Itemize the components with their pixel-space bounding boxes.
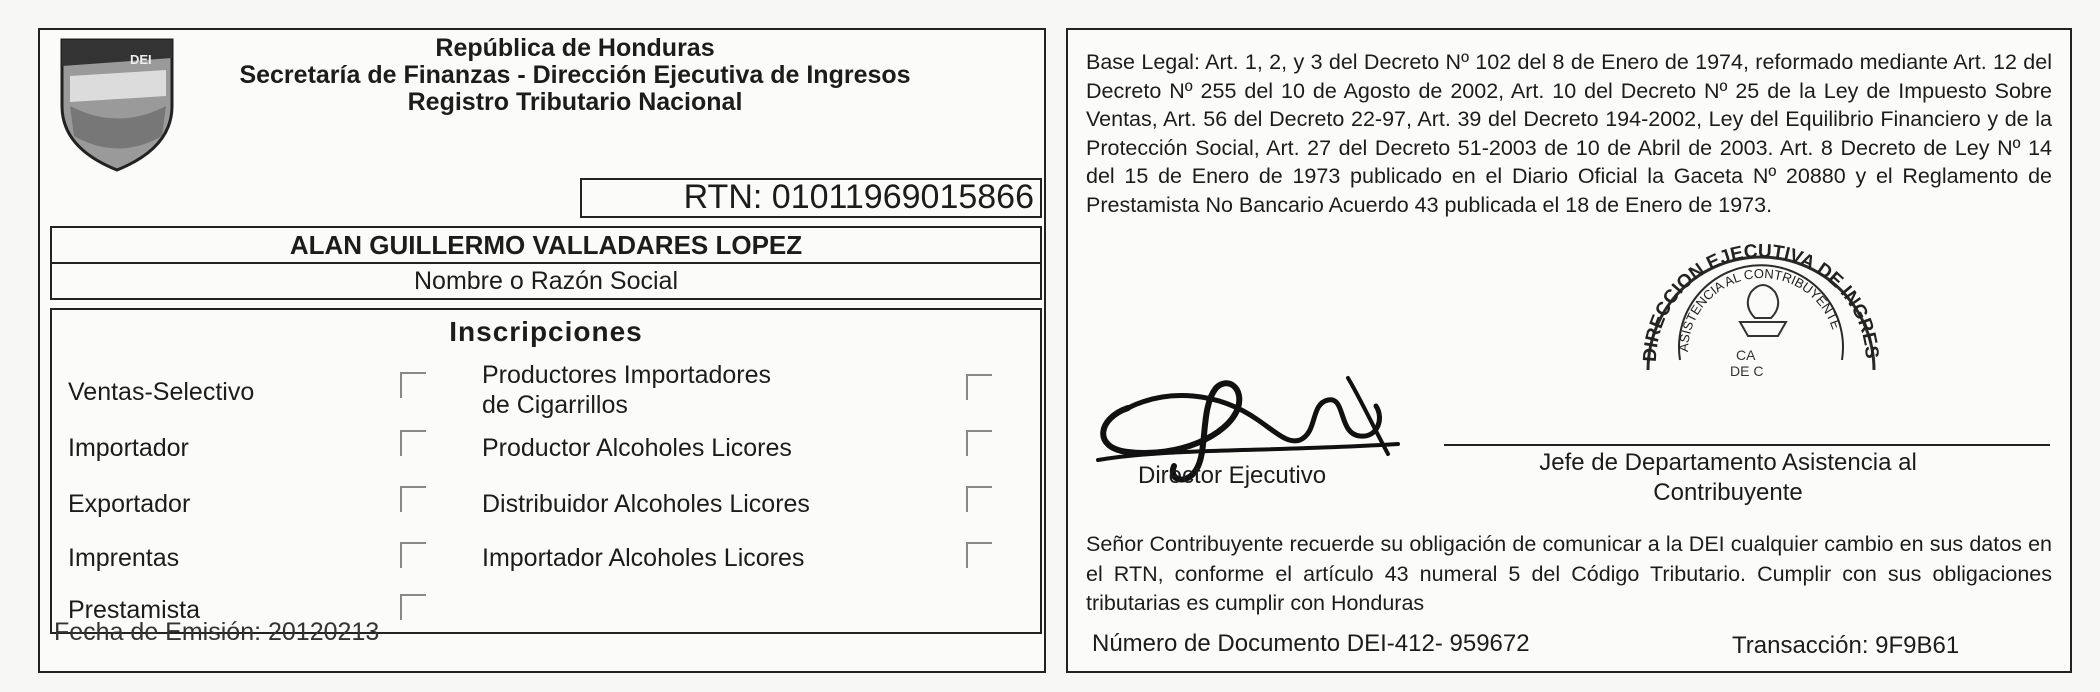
inscription-distribuidor-alcoholes: Distribuidor Alcoholes Licores [482, 490, 810, 518]
stamp-inner-text: ASISTENCIA AL CONTRIBUYENTE [1675, 265, 1845, 353]
transaction-label: Transacción: [1732, 632, 1869, 659]
checkbox-productor-alcoholes[interactable] [966, 430, 992, 456]
transaction [1732, 632, 1959, 660]
right-panel [1066, 28, 2072, 673]
inscription-importador: Importador [68, 434, 189, 462]
taxpayer-name-caption: Nombre o Razón Social [413, 267, 678, 295]
inscription-prestamista: Prestamista [68, 596, 200, 624]
header-registry: Registro Tributario Nacional [407, 88, 743, 116]
checkbox-prestamista[interactable] [400, 594, 426, 620]
checkbox-importador[interactable] [400, 430, 426, 456]
inscription-ventas-selectivo: Ventas-Selectivo [68, 378, 255, 406]
jefe-caption-line1: Jefe de Departamento Asistencia al [1539, 449, 1917, 476]
header-block [170, 35, 980, 116]
inscription-productor-alcoholes: Productor Alcoholes Licores [482, 434, 792, 462]
rtn-value: 01011969015866 [771, 178, 1034, 216]
director-caption: Director Ejecutivo [1138, 462, 1327, 489]
stamp-ring-text: DIRECCION EJECUTIVA DE INGRES [1639, 240, 1883, 363]
taxpayer-name: ALAN GUILLERMO VALLADARES LOPEZ [52, 228, 1040, 264]
inscriptions-title: Inscripciones [449, 316, 643, 347]
inscription-exportador: Exportador [68, 490, 191, 518]
document-number [1092, 630, 1530, 658]
stamp-seal [1626, 212, 1886, 412]
rtn-label: RTN: [683, 178, 763, 216]
checkbox-productores-cigarrillos[interactable] [966, 374, 992, 400]
inscription-productores-line2: de Cigarrillos [482, 391, 628, 419]
issue-date-value: 20120213 [268, 618, 380, 646]
header-country: República de Honduras [435, 34, 715, 62]
inscriptions-box [50, 308, 1042, 634]
dei-logo [58, 36, 176, 174]
inscription-importador-alcoholes: Importador Alcoholes Licores [482, 544, 805, 572]
checkbox-imprentas[interactable] [400, 542, 426, 568]
taxpayer-notice: Señor Contribuyente recuerde su obligación de comunicar a la DEI cualquier cambio en sus datos en el RTN, conforme el artículo 43 numeral 5 del Código Tributario. Cumplir con sus obligaciones tributarias es cumplir con Honduras [1086, 532, 2052, 615]
document-number-label: Número de Documento [1092, 630, 1341, 657]
logo-text: DEI [130, 52, 152, 67]
left-panel [38, 28, 1046, 673]
checkbox-distribuidor-alcoholes[interactable] [966, 486, 992, 512]
inscription-productores-cigarrillos [482, 360, 771, 420]
header-ministry: Secretaría de Finanzas - Dirección Ejecutiva de Ingresos [239, 61, 911, 89]
name-box [50, 226, 1042, 300]
jefe-caption [1468, 448, 1988, 508]
legal-base-text: Base Legal: Art. 1, 2, y 3 del Decreto Nº 102 del 8 de Enero de 1974, reformado mediante Art. 12 del Decreto Nº 255 del 10 de Agosto de 2002, Art. 10 del Decreto Nº 25 de la Ley de Impuesto Sobre Ventas, Art. 56 del Decreto 22-97, Art. 39 del Decreto 194-2002, Ley del Equilibrio Financiero y de la Protección Social, Art. 27 del Decreto 51-2003 de 10 de Abril de 2003. Art. 8 Decreto de Ley Nº 14 del 15 de Enero de 1973 publicado en el Diario Oficial la Gaceta Nº 20880 y el Reglamento de Prestamista No Bancario Acuerdo 43 publicada el 18 de Enero de 1973. [1086, 50, 2052, 217]
jefe-signature-line [1444, 444, 2050, 446]
document-number-value: DEI-412- 959672 [1346, 630, 1530, 657]
checkbox-importador-alcoholes[interactable] [966, 542, 992, 568]
transaction-value: 9F9B61 [1875, 632, 1960, 659]
issue-date-label: Fecha de Emisión: [54, 618, 262, 646]
rtn-box [580, 178, 1042, 218]
stamp-center-line2: DE C [1730, 363, 1764, 379]
issue-date [54, 618, 379, 647]
jefe-caption-line2: Contribuyente [1653, 479, 1803, 506]
checkbox-exportador[interactable] [400, 486, 426, 512]
inscription-imprentas: Imprentas [68, 544, 180, 572]
stamp-center-line1: CA [1736, 347, 1756, 363]
inscription-productores-line1: Productores Importadores [482, 361, 772, 389]
rtn-line [684, 178, 1034, 217]
checkbox-ventas-selectivo[interactable] [400, 372, 426, 398]
